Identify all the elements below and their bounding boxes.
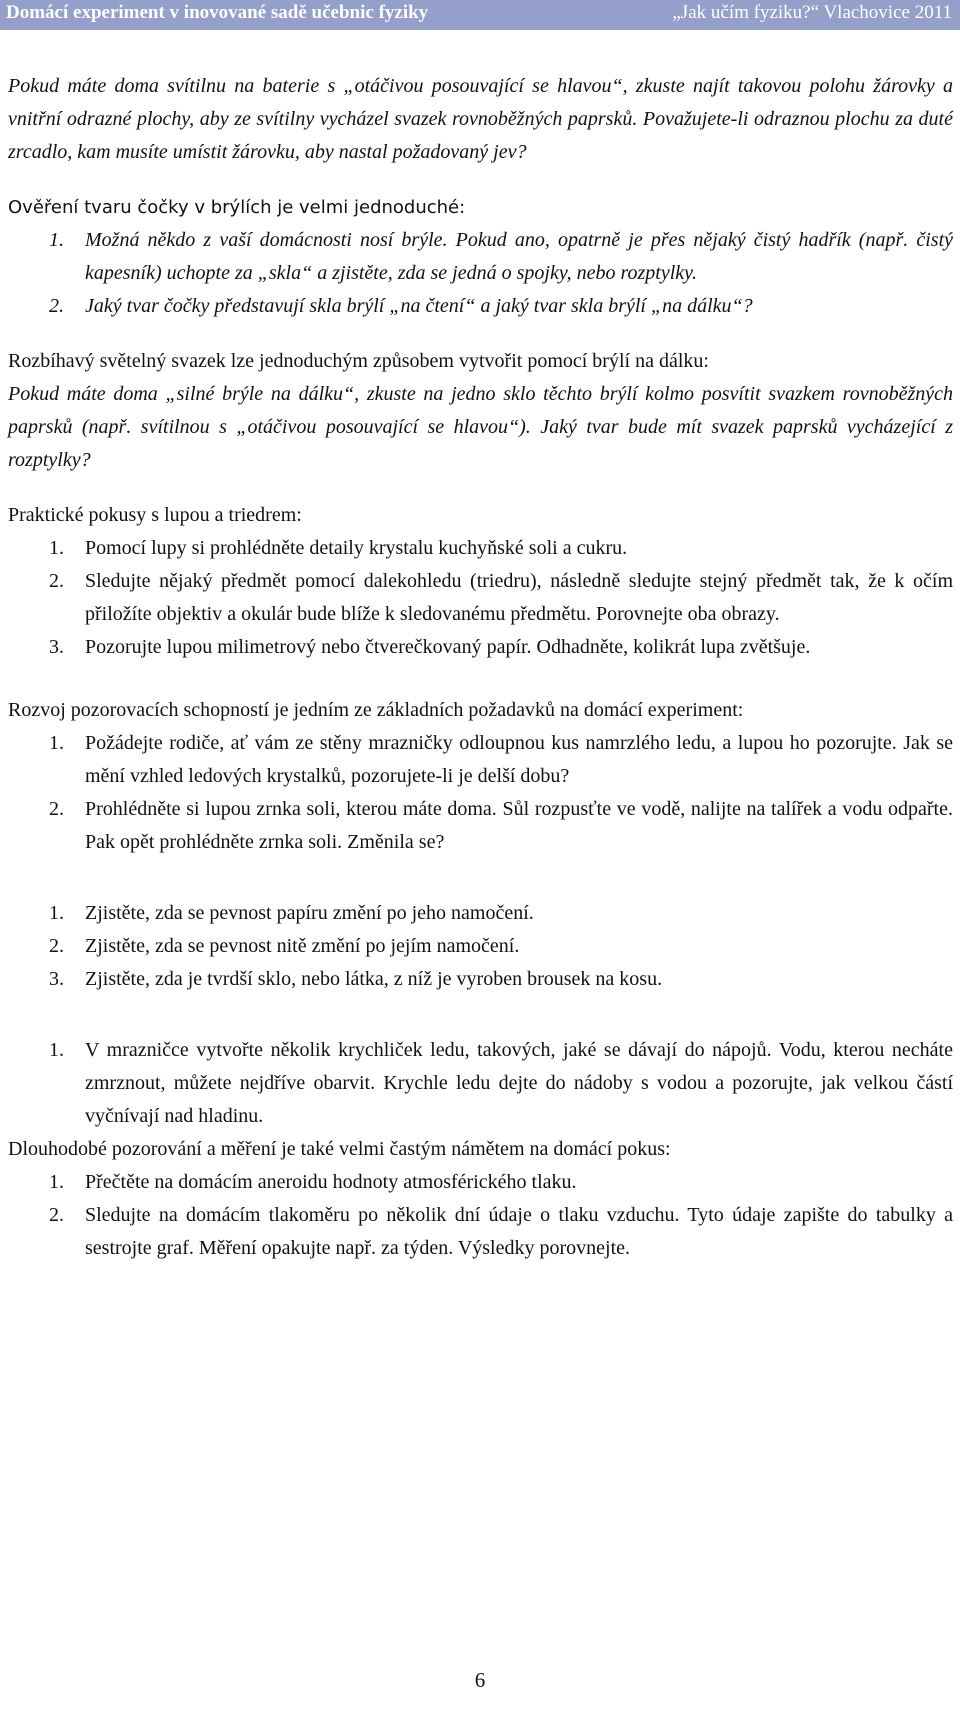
- ice-list: [8, 1034, 953, 1133]
- long-term-lead: Dlouhodobé pozorování a měření je také velmi častým námětem na domácí pokus:: [8, 1138, 671, 1160]
- list-item: 2. Sledujte na domácím tlakoměru po několik dní údaje o tlaku vzduchu. Tyto údaje zapište do tabulky a sestrojte graf. Měření opakujte např. za týden. Výsledky porovnejte.: [49, 1204, 953, 1259]
- observation-list: [8, 727, 953, 859]
- list-item: 1. Zjistěte, zda se pevnost papíru změní po jeho namočení.: [49, 902, 534, 924]
- list-item: 2. Zjistěte, zda se pevnost nitě změní po jejím namočení.: [49, 935, 520, 957]
- list-item: 1. Požádejte rodiče, ať vám ze stěny mrazničky odloupnou kus namrzlého ledu, a lupou ho pozorujte. Jak se mění vzhled ledových krystalků, pozorujete-li je delší dobu?: [49, 732, 953, 787]
- list-item: 2. Prohlédněte si lupou zrnka soli, kterou máte doma. Sůl rozpusťte ve vodě, nalijte na talířek a vodu odpařte. Pak opět prohlédněte zrnka soli. Změnila se?: [49, 798, 953, 853]
- glasses-list: [8, 224, 953, 323]
- flashlight-paragraph: Pokud máte doma svítilnu na baterie s „otáčivou posouvající se hlavou“, zkuste najít takovou polohu žárovky a vnitřní odrazné plochy, aby ze svítilny vycházel svazek rovnoběžných paprsků. Považujete-li odraznou plochu za duté zrcadlo, kam musíte umístit žárovku, aby nastal požadovaný jev?: [8, 75, 953, 163]
- list-item: 1. Možná někdo z vaší domácnosti nosí brýle. Pokud ano, opatrně je přes nějaký čistý hadřík (např. čistý kapesník) uchopte za „skla“ a zjistěte, zda se jedná o spojky, nebo rozptylky.: [49, 229, 953, 284]
- list-item: 1. Přečtěte na domácím aneroidu hodnoty atmosférického tlaku.: [49, 1171, 577, 1193]
- observation-lead: Rozvoj pozorovacích schopností je jedním ze základních požadavků na domácí experiment:: [8, 699, 744, 721]
- list-item: 3. Pozorujte lupou milimetrový nebo čtverečkovaný papír. Odhadněte, kolikrát lupa zvětšuje.: [49, 636, 811, 658]
- list-item: 1. Pomocí lupy si prohlédněte detaily krystalu kuchyňské soli a cukru.: [49, 537, 628, 559]
- divergent-beam-paragraph: Pokud máte doma „silné brýle na dálku“, zkuste na jedno sklo těchto brýlí kolmo posvítit svazkem rovnoběžných paprsků (např. svítilnou s „otáčivou posouvající se hlavou“). Jaký tvar bude mít svazek paprsků vycházející z rozptylky?: [8, 383, 953, 471]
- list-item: 1. V mrazničce vytvořte několik krychliček ledu, takových, jaké se dávají do nápojů. Vodu, kterou necháte zmrznout, můžete nejdříve obarvit. Krychle ledu dejte do nádoby s vodou a pozorujte, jak velkou částí vyčnívají nad hladinu.: [49, 1039, 953, 1127]
- page-header: [0, 0, 960, 30]
- strength-list: [8, 897, 953, 996]
- magnifier-lead: Praktické pokusy s lupou a triedrem:: [8, 504, 302, 526]
- list-item: 2. Sledujte nějaký předmět pomocí dalekohledu (triedru), následně sledujte stejný předmět tak, že k očím přiložíte objektiv a okulár bude blíže k sledovanému předmětu. Porovnejte oba obrazy.: [49, 570, 953, 625]
- glasses-lead: Ověření tvaru čočky v brýlích je velmi jednoduché:: [8, 197, 466, 218]
- magnifier-list: [8, 532, 953, 664]
- page-number: 6: [474, 1668, 486, 1692]
- long-term-list: [8, 1166, 953, 1265]
- list-item: 2. Jaký tvar čočky představují skla brýlí „na čtení“ a jaký tvar skla brýlí „na dálku“?: [49, 295, 753, 317]
- document-body: [8, 70, 953, 1265]
- header-event: „Jak učím fyziku?“ Vlachovice 2011: [672, 2, 952, 23]
- divergent-beam-lead: Rozbíhavý světelný svazek lze jednoduchým způsobem vytvořit pomocí brýlí na dálku:: [8, 350, 709, 372]
- list-item: 3. Zjistěte, zda je tvrdší sklo, nebo látka, z níž je vyroben brousek na kosu.: [49, 968, 663, 990]
- header-title: Domácí experiment v inovované sadě učebnic fyziky: [6, 2, 429, 23]
